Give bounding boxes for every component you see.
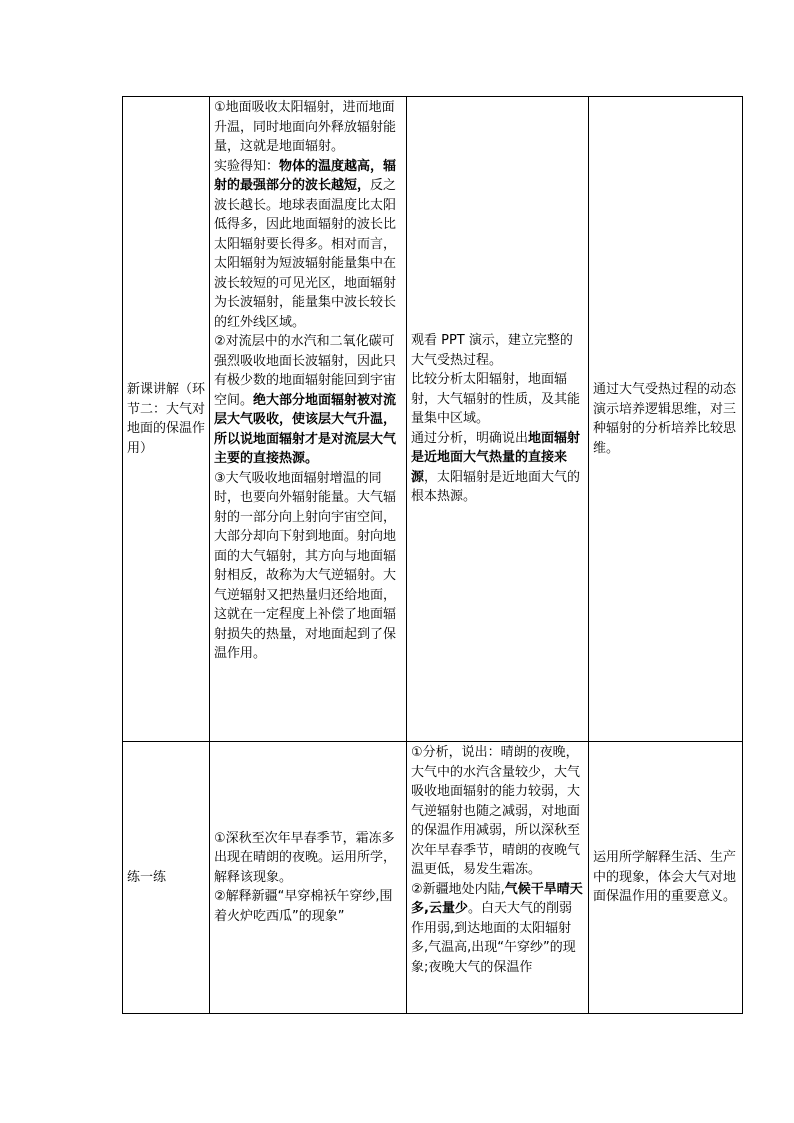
- teacher-paragraph: ①地面吸收太阳辐射，进而地面升温，同时地面向外释放辐射能量，这就是地面辐射。: [214, 100, 397, 154]
- text-run: 反之波长越长。地球表面温度比太阳低得多，因此地面辐射的波长比太阳辐射要长得多。相对而言，太阳辐射为短波辐射能量集中在波长较短的可见光区，地面辐射为长波辐射，能量集中波长较长的红外线区域。: [214, 178, 397, 330]
- student-activity-cell: [407, 742, 589, 1014]
- section-cell: [123, 742, 210, 1014]
- teacher-activity-cell: [210, 97, 407, 742]
- lesson-plan-table: [122, 96, 743, 1014]
- teacher-paragraph: ②解释新疆“早穿棉袄午穿纱,围着火炉吃西瓜”的现象”: [214, 889, 393, 924]
- text-run: 实验得知：: [214, 158, 280, 174]
- teacher-paragraph: ①深秋至次年早春季节，霜冻多出现在晴朗的夜晚。运用所学，解释该现象。: [214, 830, 397, 885]
- section-cell: [123, 97, 210, 742]
- design-intent-cell: [589, 97, 743, 742]
- student-paragraph: [411, 429, 584, 507]
- teacher-activity-cell: [210, 742, 407, 1014]
- bold-text: 物体的温度越高，辐射的最强部分的波长越短，: [214, 158, 397, 193]
- text-run: 。白天大气的削弱作用弱,到达地面的太阳辐射多,气温高,出现“午穿纱”的现象;夜晚大气的保温作: [411, 901, 576, 975]
- section-label: 练一练: [127, 869, 167, 885]
- table-row: [123, 97, 743, 742]
- student-paragraph: [411, 880, 584, 978]
- teacher-paragraph: [214, 157, 402, 333]
- design-intent-cell: [589, 742, 743, 1014]
- section-label: 新课讲解（环节二：大气对地面的保温作用）: [127, 382, 206, 456]
- student-paragraph: 观看 PPT 演示，建立完整的大气受热过程。: [411, 333, 573, 368]
- text-run: ②对流层中的水汽和二氧化碳可强烈吸收地面长波辐射，因此只有极少数的地面辐射能回到宇宙空间。: [214, 334, 397, 408]
- student-paragraph: 比较分析太阳辐射，地面辐射，大气辐射的性质，及其能量集中区域。: [411, 372, 581, 427]
- design-intent-text: 通过大气受热过程的动态演示培养逻辑思维，对三种辐射的分析培养比较思维。: [593, 382, 737, 456]
- student-paragraph: ①分析，说出：晴朗的夜晚，大气中的水汽含量较少，大气吸收地面辐射的能力较弱，大气逆辐射也随之减弱，对地面的保温作用减弱，所以深秋至次年早春季节，晴朗的夜晚气温更低，易发生霜冻。: [411, 745, 581, 877]
- bold-text: 地面辐射是近地面大气热量的直接来源: [411, 430, 581, 485]
- teacher-paragraph: ③大气吸收地面辐射增温的同时，也要向外辐射能量。大气辐射的一部分向上射向宇宙空间，大部分却向下射到地面。射向地面的大气辐射，其方向与地面辐射相反，故称为大气逆辐射。大气逆辐射又把热量归还给地面，这就在一定程度上补偿了地面辐射损失的热量，对地面起到了保温作用。: [214, 470, 397, 661]
- text-run: ，太阳辐射是近地面大气的根本热源。: [411, 469, 581, 505]
- bold-text: 气候干旱晴天多,云量少: [411, 881, 583, 916]
- table-row: [123, 742, 743, 1014]
- teacher-paragraph: [214, 332, 402, 469]
- bold-text: 绝大部分地面辐射被对流层大气吸收，使该层大气升温，所以说地面辐射才是对流层大气主要的直接热源。: [214, 392, 397, 466]
- design-intent-text: 运用所学解释生活、生产中的现象，体会大气对地面保温作用的重要意义。: [593, 850, 737, 905]
- text-run: ②新疆地处内陆,: [411, 881, 505, 897]
- student-activity-cell: [407, 97, 589, 742]
- text-run: 通过分析，明确说出: [411, 430, 529, 446]
